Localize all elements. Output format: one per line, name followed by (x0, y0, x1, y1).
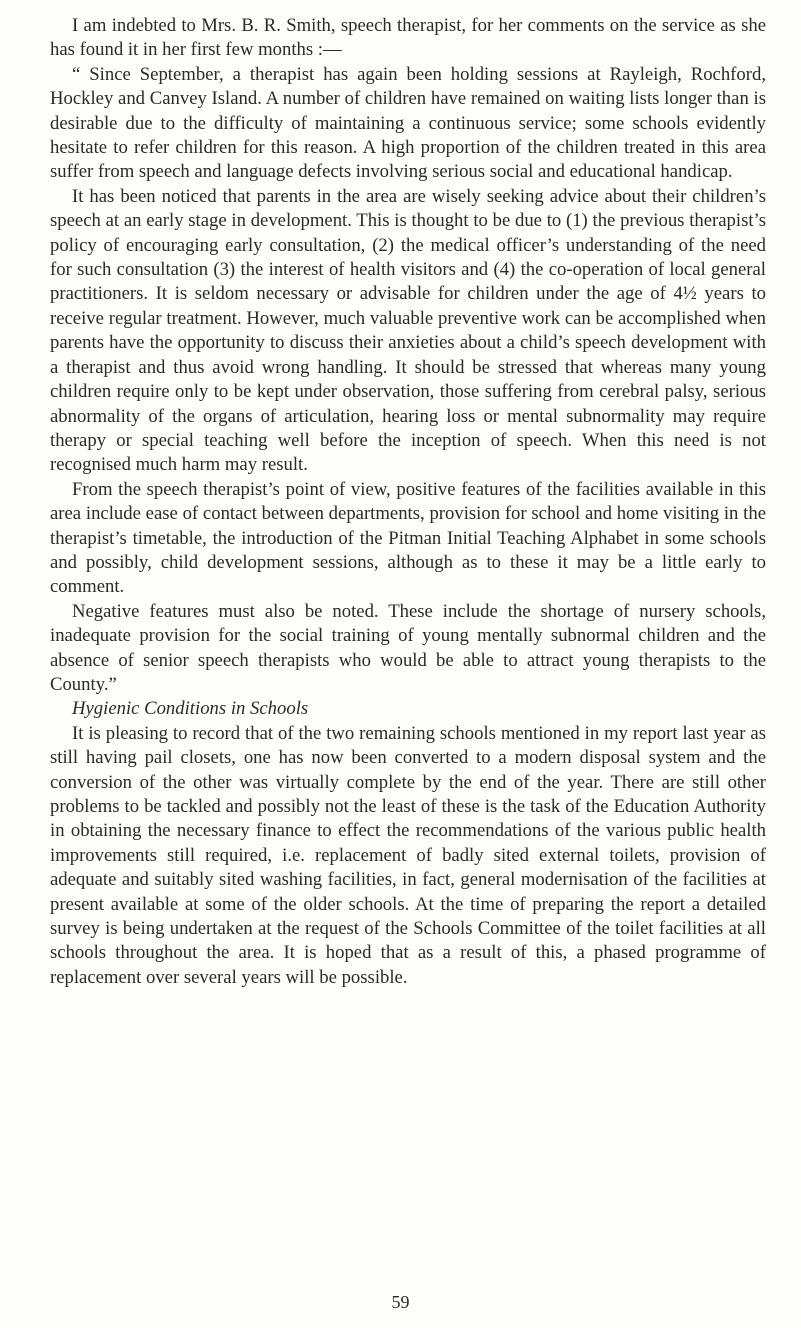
document-page (50, 14, 766, 990)
page-number: 59 (391, 1292, 410, 1312)
paragraph-quote-4: Negative features must also be noted. These include the shortage of nursery schools, inadequate provision for the social training of young mentally subnormal children and the absence of senior speech therapists who would be able to attract young therapists to the County.” (50, 600, 766, 695)
paragraph-intro: I am indebted to Mrs. B. R. Smith, speech therapist, for her comments on the service as she has found it in her first few months :— (50, 15, 766, 61)
paragraph-quote-1: “ Since September, a therapist has again been holding sessions at Rayleigh, Rochford, Hockley and Canvey Island. A number of children have remained on waiting lists longer than is desirable due to the difficulty of maintaining a continuous service; some schools evidently hesitate to refer children for this reason. A high proportion of the children treated in this area suffer from speech and language defects involving serious social and educational handicap. (50, 63, 766, 183)
paragraph-hygiene: It is pleasing to record that of the two remaining schools mentioned in my report last year as still having pail closets, one has now been converted to a modern disposal system and the conversion of the other was virtually complete by the end of the year. There are still other problems to be tackled and possibly not the least of these is the task of the Education Authority in obtaining the necessary finance to effect the recommendations of the various public health improvements still required, i.e. replacement of badly sited external toilets, provision of adequate and suitably sited washing facilities, in fact, general modernisation of the facilities at present available at some of the older schools. At the time of preparing the report a detailed survey is being undertaken at the request of the Schools Committee of the toilet facilities at all schools throughout the area. It is hoped that as a result of this, a phased programme of replacement over several years will be possible. (50, 722, 766, 988)
section-heading: Hygienic Conditions in Schools (72, 698, 309, 720)
paragraph-quote-3: From the speech therapist’s point of view, positive features of the facilities available in this area include ease of contact between departments, provision for school and home visiting in the therapist’s timetable, the introduction of the Pitman Initial Teaching Alphabet in some schools and possibly, child development sessions, although as to these it may be a little early to comment. (50, 478, 766, 598)
paragraph-quote-2: It has been noticed that parents in the area are wisely seeking advice about their children’s speech at an early stage in development. This is thought to be due to (1) the previous therapist’s policy of encouraging early consultation, (2) the medical officer’s understanding of the need for such consultation (3) the interest of health visitors and (4) the co-operation of local general practitioners. It is seldom necessary or advisable for children under the age of 4½ years to receive regular treatment. However, much valuable preventive work can be accomplished when parents have the opportunity to discuss their anxieties about a child’s speech development with a therapist and thus avoid wrong handling. It should be stressed that whereas many young children require only to be kept under observation, those suffering from cerebral palsy, serious abnormality of the organs of articulation, hearing loss or mental subnormality may require therapy or special teaching well before the inception of speech. When this need is not recognised much harm may result. (50, 185, 766, 476)
